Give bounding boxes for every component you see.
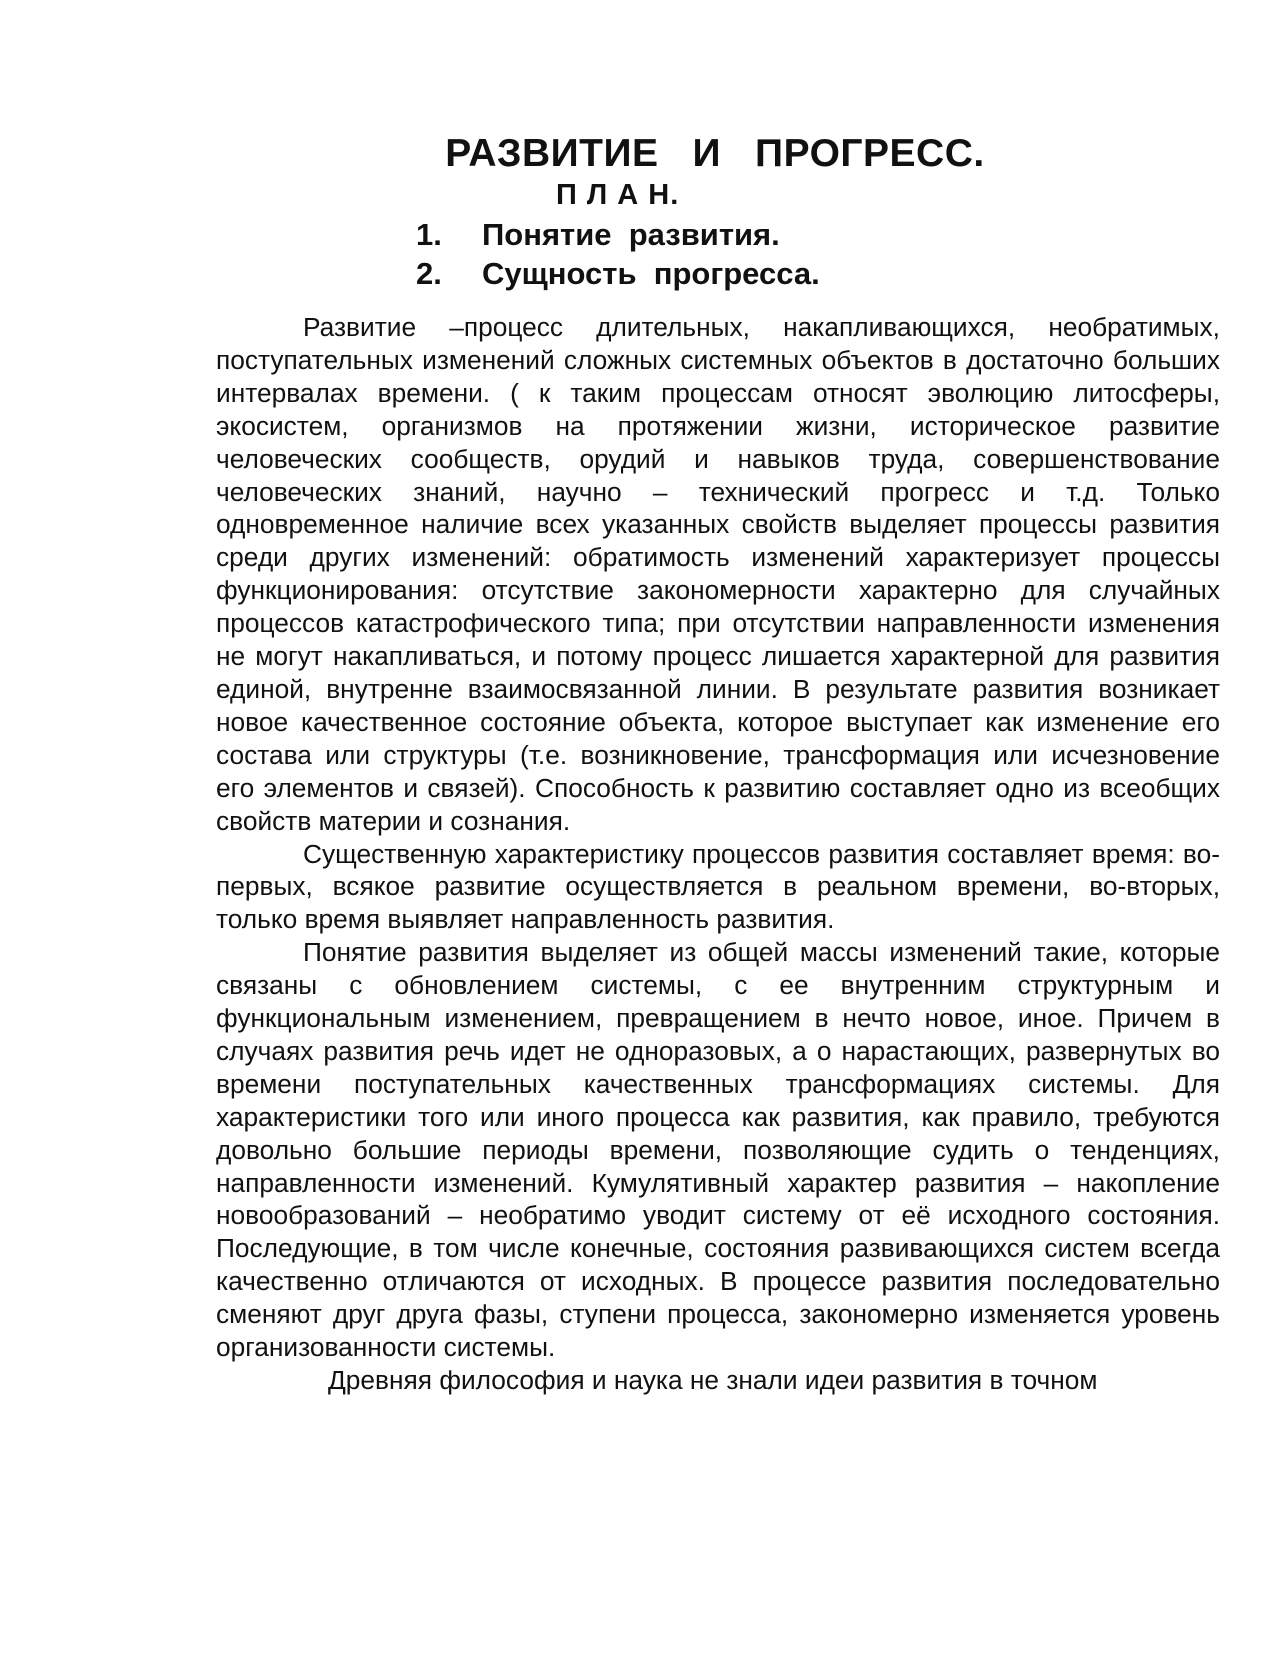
plan-heading: П Л А Н. (556, 179, 680, 211)
document-title: РАЗВИТИЕ И ПРОГРЕСС. (445, 132, 985, 175)
paragraph: Развитие –процесс длительных, накапливающихся, необратимых, поступательных изменений сложных системных объектов в достаточно больших интервалах времени. ( к таким процессам относят эволюцию литосферы, экосистем, организмов на протяжении жизни, историческое развитие человеческих сообществ, орудий и навыков труда, совершенствование человеческих знаний, научно – технический прогресс и т.д. Только одновременное наличие всех указанных свойств выделяет процессы развития среди других изменений: обратимость изменений характеризует процессы функционирования: отсутствие закономерности характерно для случайных процессов катастрофического типа; при отсутствии направленности изменения не могут накапливаться, и потому процесс лишается характерной для развития единой, внутренне взаимосвязанной линии. В результате развития возникает новое качественное состояние объекта, которое выступает как изменение его состава или структуры (т.е. возникновение, трансформация или исчезновение его элементов и связей). Способность к развитию составляет одно из всеобщих свойств материи и сознания. (216, 312, 1220, 836)
paragraph: Понятие развития выделяет из общей массы изменений такие, которые связаны с обновлением системы, с ее внутренним структурным и функциональным изменением, превращением в нечто новое, иное. Причем в случаях развития речь идет не одноразовых, а о нарастающих, развернутых во времени поступательных качественных трансформациях системы. Для характеристики того или иного процесса как развития, как правило, требуются довольно большие периоды времени, позволяющие судить о тенденциях, направленности изменений. Кумулятивный характер развития – накопление новообразований – необратимо уводит систему от её исходного состояния. Последующие, в том числе конечные, состояния развивающихся систем всегда качественно отличаются от исходных. В процессе развития последовательно сменяют друг друга фазы, ступени процесса, закономерно изменяется уровень организованности системы. (216, 937, 1220, 1363)
body-text (216, 311, 1220, 1397)
paragraph: Существенную характеристику процессов развития составляет время: во-первых, всякое развитие осуществляется в реальном времени, во-вторых, только время выявляет направленность развития. (216, 838, 1220, 935)
plan-item (416, 215, 820, 254)
plan-item-text: Понятие развития. (482, 217, 780, 252)
plan-item-text: Сущность прогресса. (482, 256, 820, 291)
paragraph: Древняя философия и наука не знали идеи развития в точном (328, 1365, 1098, 1395)
plan-item (416, 254, 820, 293)
plan-list (416, 215, 820, 293)
plan-item-number: 2. (416, 256, 442, 291)
plan-item-number: 1. (416, 217, 442, 252)
